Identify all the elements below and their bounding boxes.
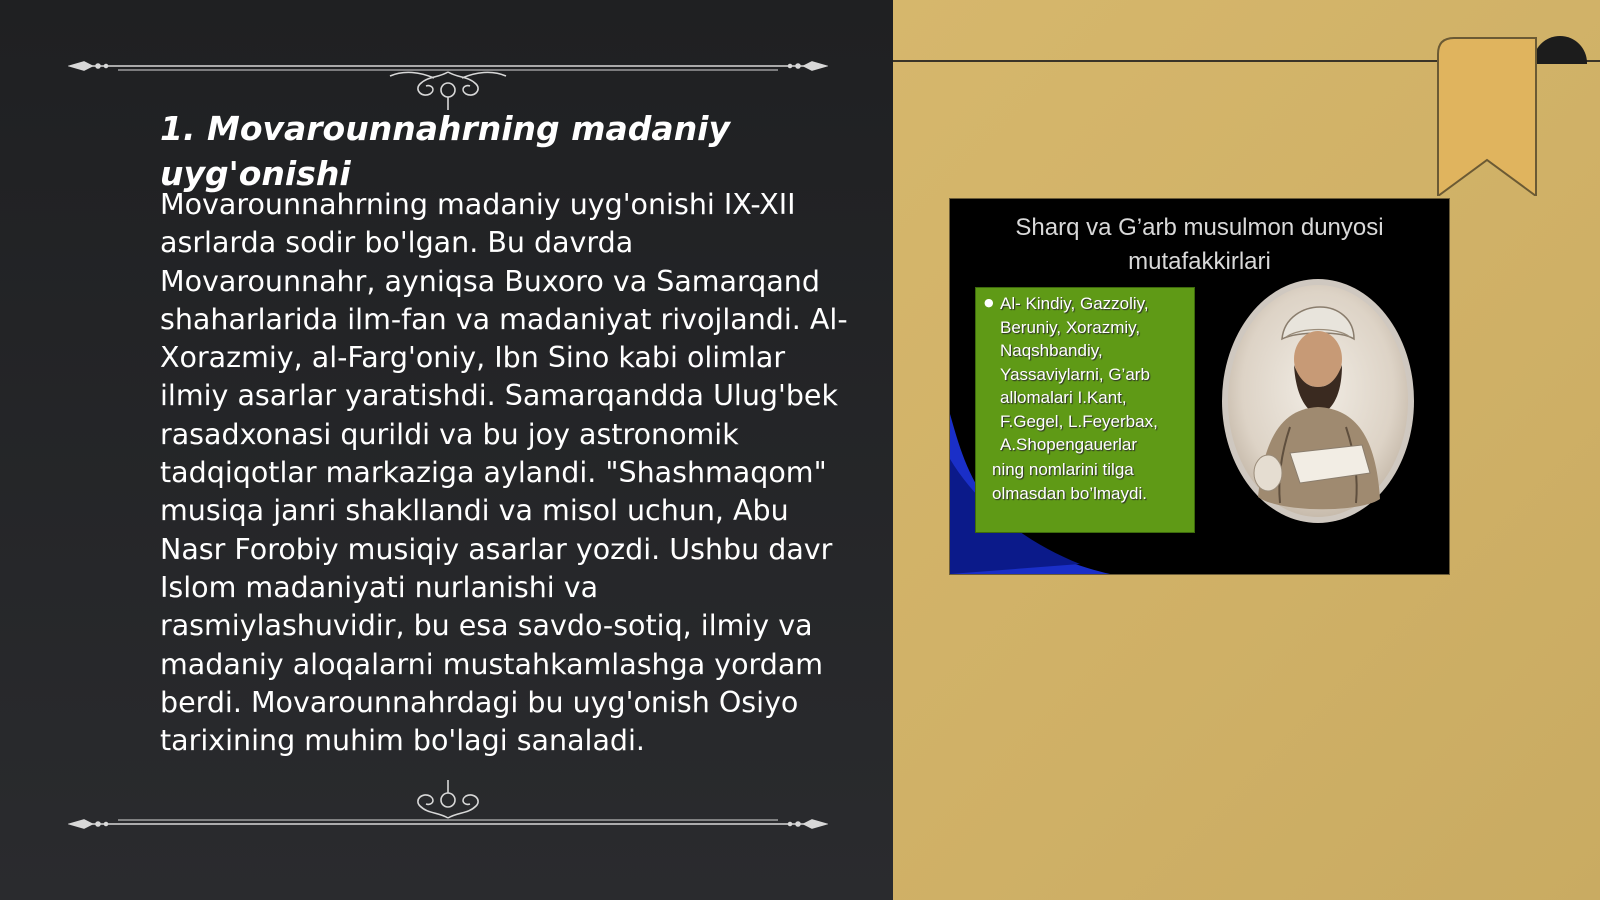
scholars-tail-text: ning nomlarini tilga olmasdan bo’lmaydi. [992,460,1147,503]
scroll-ornament-bottom-icon [68,770,828,830]
ribbon-bookmark-icon [1436,36,1540,196]
portrait-of-scholar-illustration [1220,277,1416,525]
embedded-slide-image [950,199,1449,574]
scholars-list-text: Al- Kindiy, Gazzoliy, Beruniy, Xorazmiy, Naqshbandiy, Yassaviylarni, G’arb allomalari I.Kant, F.Gegel, L.Feyerbax, A.Shopengauerlar [1000,294,1158,454]
green-text-box [975,287,1195,533]
slide-body-text: Movarounnahrning madaniy uyg'onishi IX-XII asrlarda sodir bo'lgan. Bu davrda Movarounnahr, ayniqsa Buxoro va Samarqand shaharlarida ilm-fan va madaniyat rivojlandi. Al-Xorazmiy, al-Farg'oniy, Ibn Sino kabi olimlar ilmiy asarlar yaratishdi. Samarqandda Ulug'bek rasadxonasi qurildi va bu joy astronomik tadqiqotlar markaziga aylandi. "Shashmaqom" musiqa janri shakllandi va misol uchun, Abu Nasr Forobiy musiqiy asarlar yozdi. Ushbu davr Islom madaniyati nurlanishi va rasmiylashuvidir, bu esa savdo-sotiq, ilmiy va madaniy aloqalarni mustahkamlashga yordam berdi. Movarounnahrdagi bu uyg'onish Osiyo tarixining muhim bo'lagi sanaladi. [160,188,848,758]
slide-title: 1. Movarounnahrning madaniy uyg'onishi [160,109,731,193]
bullet-dot-icon: ● [984,296,994,309]
embedded-title: Sharq va G’arb musulmon dunyosi mutafakkirlari [1015,214,1384,275]
